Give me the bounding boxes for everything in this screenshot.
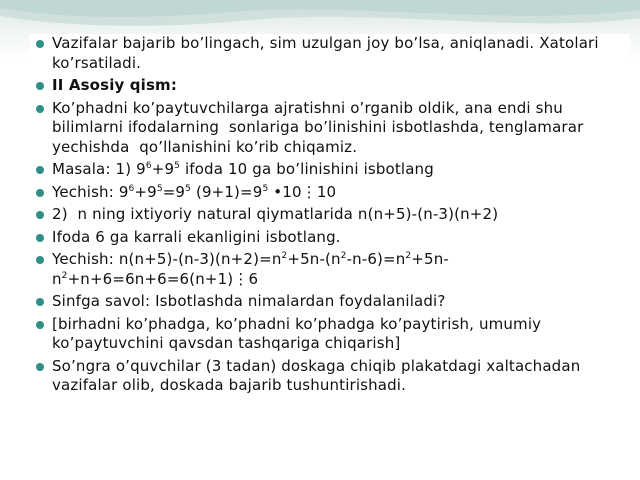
list-item-yechish-2: Yechish: $n(n+5)-(n-3)(n+2)=n^2+5n-(n^2-n-6)=n^2+5n-n^2+n+6=6n+6=6(n+1)⋮6$ [30, 250, 630, 289]
list-item: Vazifalar bajarib bo’lingach, sim uzulgan joy bo’lsa, aniqlanadi. Xatolari ko’rsatiladi. [30, 34, 630, 73]
bullet-dot-icon [36, 105, 44, 113]
list-item: Ifoda 6 ga karrali ekanligini isbotlang. [30, 228, 630, 248]
bullet-dot-icon [36, 82, 44, 90]
bullet-dot-icon [36, 298, 44, 306]
list-item: Ko’phadni ko’paytuvchilarga ajratishni o’rganib oldik, ana endi shu bilimlarni ifodalarning sonlariga bo’linishini isbotlashda, tenglamarar yechishda qo’llanishini ko’rib chiqamiz. [30, 99, 630, 158]
bullet-dot-icon [36, 363, 44, 371]
bullet-dot-icon [36, 166, 44, 174]
bullet-dot-icon [36, 234, 44, 242]
list-item: 2) n ning ixtiyoriy natural qiymatlarida n(n+5)-(n-3)(n+2) [30, 205, 630, 225]
bullet-dot-icon [36, 256, 44, 264]
list-item-yechish-1: Yechish: $9^6+9^5=9^5$ $(9+1)=9^5$ •10⋮10 [30, 183, 630, 203]
list-item-masala: Masala: 1) $9^6+9^5$ ifoda 10 ga bo’linishini isbotlang [30, 160, 630, 180]
bullet-list [30, 34, 630, 396]
section-heading: II Asosiy qism: [52, 76, 177, 94]
list-item: Sinfga savol: Isbotlashda nimalardan foydalaniladi? [30, 292, 630, 312]
bullet-dot-icon [36, 211, 44, 219]
bullet-dot-icon [36, 40, 44, 48]
bullet-dot-icon [36, 189, 44, 197]
bullet-dot-icon [36, 321, 44, 329]
list-item: So’ngra o’quvchilar (3 tadan) doskaga chiqib plakatdagi xaltachadan vazifalar olib, doskada bajarib tushuntirishadi. [30, 357, 630, 396]
list-item: [birhadni ko’phadga, ko’phadni ko’phadga ko’paytirish, umumiy ko’paytuvchini qavsdan tashqariga chiqarish] [30, 315, 630, 354]
slide-content [30, 34, 630, 474]
list-item-heading [30, 76, 630, 96]
